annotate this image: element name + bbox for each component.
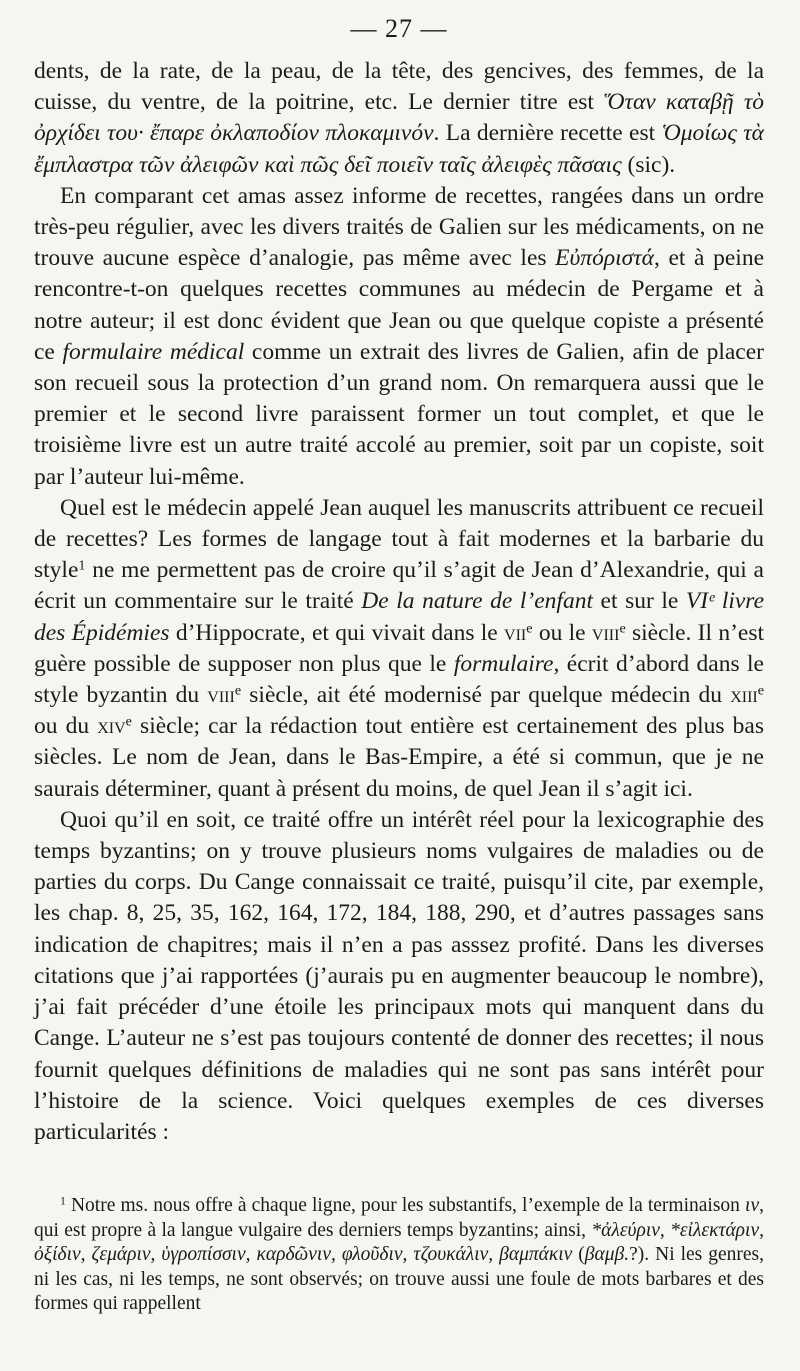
footnote-reference: 1 xyxy=(78,557,86,574)
paragraph-3: Quel est le médecin appelé Jean auquel les manuscrits attribuent ce recueil de recettes? Les formes de langage tout à fait modernes et la barbarie du style$^1$ ne me permettent pas de croire qu’il s’agit de Jean d’Alexandrie, qui a écrit un commentaire sur le traité De la nature de l’enfant et sur le VIᵉ livre des Épidémies d’Hippocrate, et qui vivait dans le vii$^e$ ou le viii$^e$ siècle. Il n’est guère possible de supposer non plus que le formulaire, écrit d’abord dans le style byzantin du viii$^e$ siècle, ait été modernisé par quelque médecin du xiii$^e$ ou du xiv$^e$ siècle; car la rédaction tout entière est certainement des plus bas siècles. Le nom de Jean, dans le Bas-Empire, a été si commun, que je ne saurais déterminer, quant à présent du moins, de quel Jean il s’agit ici. xyxy=(34,494,765,802)
paragraph-2: En comparant cet amas assez informe de recettes, rangées dans un ordre très-peu régulier, avec les divers traités de Galien sur les médicaments, on ne trouve aucune espèce d’analogie, pas même avec les Εὐπόριστά, et à peine rencontre-t-on quelques recettes communes au médecin de Pergame et à notre auteur; il est donc évident que Jean ou que quelque copiste a présenté ce formulaire médical comme un extrait des livres de Galien, afin de placer son recueil sous la protection d’un grand nom. On remarquera aussi que le premier et le second livre paraissent former un tout complet, et que le troisième livre est un autre traité accolé au premier, soit par un copiste, soit par l’auteur lui-même. xyxy=(34,182,765,490)
footnote-1: $^1$ Notre ms. nous offre à chaque ligne, pour les substantifs, l’exemple de la terminaison ιν, qui est propre à la langue vulgaire des derniers temps byzantins; ainsi, *ἀλεύριν, *εἰλεκτάριν, ὀξίδιν, ζεμάριν, ὑγροπίσσιν, καρδῶνιν, φλοῦδιν, τζουκάλιν, βαμπάκιν (βαμβ.?). Ni les genres, ni les cas, ni les temps, ne sont observés; on trouve aussi une foule de mots barbares et des formes qui rappellent xyxy=(34,1194,765,1315)
century-7: vii xyxy=(504,619,527,646)
italic-formulaire: formulaire, xyxy=(453,650,560,677)
italic-livre-epidemies: VIᵉ livre des Épidémies xyxy=(34,588,765,646)
greek-word-list: *ἀλεύριν, *εἰλεκτάριν, ὀξίδιν, ζεμάριν, ὑγροπίσσιν, καρδῶνιν, φλοῦδιν, τζουκάλιν, βαμπάκιν xyxy=(34,1219,764,1266)
century-8b: viii xyxy=(207,682,235,709)
greek-abbrev: βαμβ. xyxy=(584,1244,630,1266)
italic-nature-enfant: De la nature de l’enfant xyxy=(361,588,593,615)
footnote-number: 1 xyxy=(60,1194,66,1208)
greek-euporista: Εὐπόριστά xyxy=(555,245,654,272)
century-14: xiv xyxy=(97,713,126,740)
greek-title-2: Ὁμοίως τὰ ἔμπλαστρα τῶν ἀλειφῶν καὶ πῶς δεῖ ποιεῖν ταῖς ἀλειφὲς πᾶσαις xyxy=(34,120,764,178)
italic-formulaire-medical: formulaire médical xyxy=(62,338,245,365)
main-text xyxy=(34,56,764,1148)
greek-title-1: Ὅταν καταβῇ τὸ ὀρχίδει του· ἔπαρε ὀκλαποδίον πλοκαμινόν xyxy=(34,89,764,147)
page-number: — 27 — xyxy=(350,14,448,43)
greek-ending: ιν xyxy=(745,1195,760,1216)
century-13: xiii xyxy=(730,682,758,709)
paragraph-4: Quoi qu’il en soit, ce traité offre un intérêt réel pour la lexicographie des temps byzantins; on y trouve plusieurs noms vulgaires de maladies ou de parties du corps. Du Cange connaissait ce traité, puisqu’il cite, par exemple, les chap. 8, 25, 35, 162, 164, 172, 184, 188, 290, et d’autres passages sans indication de chapitres; mais il n’en a pas asssez profité. Dans les diverses citations que j’ai rapportées (j’aurais pu en augmenter beaucoup le nombre), j’ai fait précéder d’une étoile les principaux mots qui manquent dans du Cange. L’auteur ne s’est pas toujours contenté de donner des recettes; il nous fournit quelques définitions de maladies qui ne sont pas sans intérêt pour l’histoire de la science. Voici quelques exemples de ces diverses particularités : xyxy=(34,806,764,1145)
paragraph-1: dents, de la rate, de la peau, de la tête, des gencives, des femmes, de la cuisse, du ventre, de la poitrine, etc. Le dernier titre est Ὅταν καταβῇ τὸ ὀρχίδει του· ἔπαρε ὀκλαποδίον πλοκαμινόν. La dernière recette est Ὁμοίως τὰ ἔμπλαστρα τῶν ἀλειφῶν καὶ πῶς δεῖ ποιεῖν ταῖς ἀλειφὲς πᾶσαις (sic). xyxy=(34,58,764,178)
footnotes xyxy=(34,1194,764,1317)
century-8: viii xyxy=(591,619,620,646)
